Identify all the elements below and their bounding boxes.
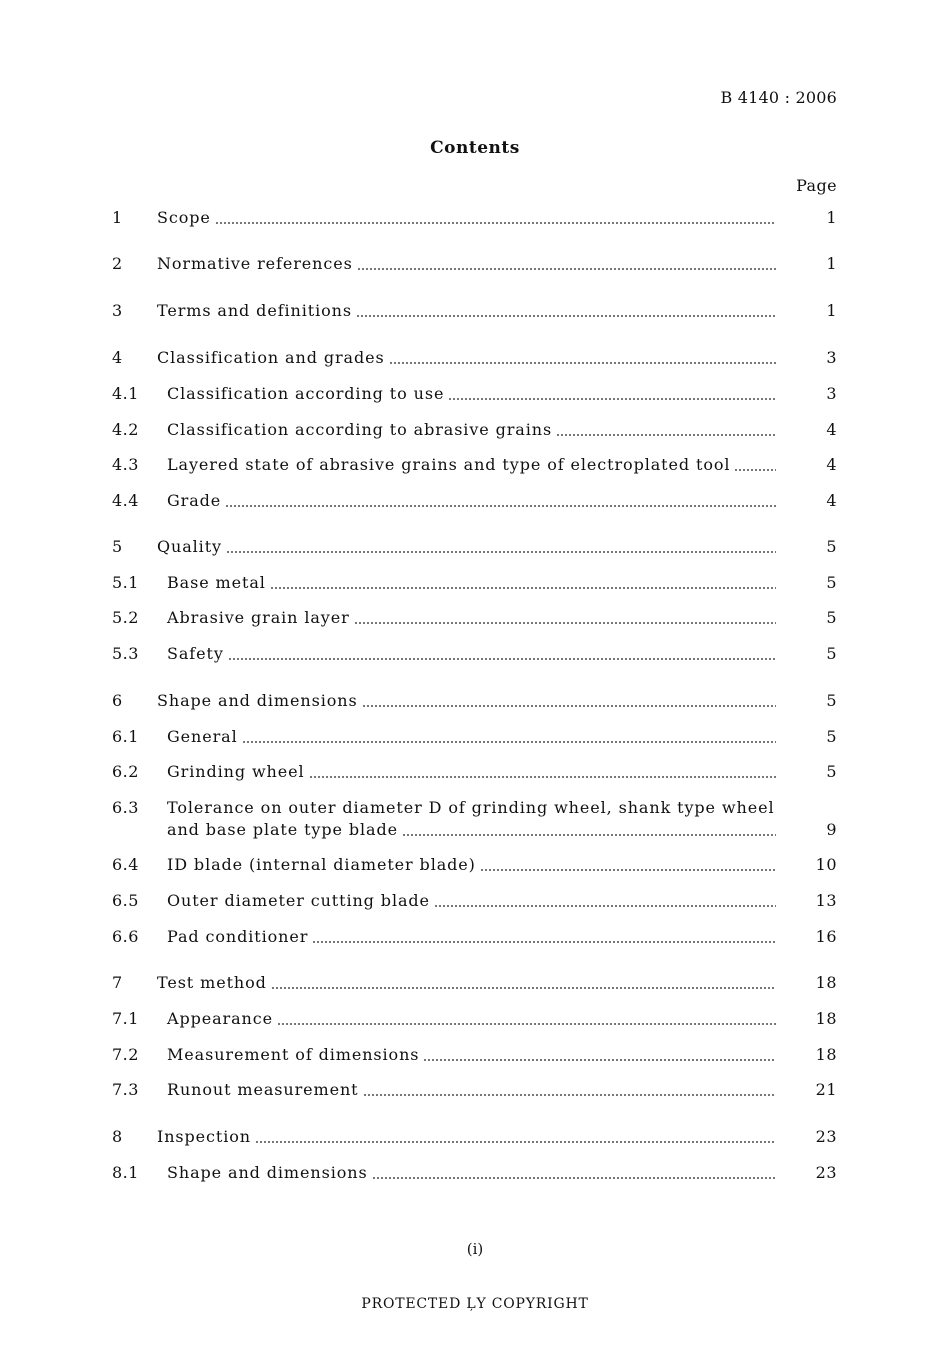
toc-entry-number: 6	[112, 691, 123, 710]
toc-entry-number: 7.3	[112, 1080, 139, 1099]
toc-entry-label: Safety	[167, 644, 224, 663]
toc-entry-number: 4.4	[112, 491, 139, 510]
toc-entry-page: 16	[815, 927, 837, 946]
toc-entry-page: 5	[826, 608, 837, 627]
toc-entry-page: 3	[826, 348, 837, 367]
toc-entry-label: Test method	[157, 973, 267, 992]
dot-leader	[215, 222, 776, 224]
toc-entry-label: Measurement of dimensions	[167, 1045, 420, 1064]
dot-leader	[734, 469, 776, 471]
dot-leader	[356, 315, 776, 317]
toc-entry-page: 23	[815, 1127, 837, 1146]
toc-entry-number: 7.1	[112, 1009, 139, 1028]
dot-leader	[242, 741, 776, 743]
toc-entry-label: Classification and grades	[157, 348, 385, 367]
toc-entry-label: Shape and dimensions	[157, 691, 358, 710]
dot-leader	[448, 398, 776, 400]
dot-leader	[362, 705, 776, 707]
dot-leader	[556, 434, 776, 436]
toc-entry-number: 2	[112, 254, 123, 273]
toc-entry-label: Pad conditioner	[167, 927, 309, 946]
toc-entry-label: Normative references	[157, 254, 353, 273]
dot-leader	[389, 362, 776, 364]
toc-entry-label: Inspection	[157, 1127, 251, 1146]
toc-entry-page: 23	[815, 1163, 837, 1182]
toc-entry-page: 18	[815, 1009, 837, 1028]
toc-entry-label: Layered state of abrasive grains and type of electroplated tool	[167, 455, 731, 474]
toc-entry-label: Scope	[157, 208, 211, 227]
dot-leader	[312, 941, 776, 943]
toc-entry-label: Base metal	[167, 573, 266, 592]
toc-entry-label: Classification according to abrasive grains	[167, 420, 553, 439]
dot-leader	[270, 587, 776, 589]
toc-entry-page: 4	[826, 455, 837, 474]
toc-entry-label-line1: Tolerance on outer diameter D of grinding wheel, shank type wheel	[167, 798, 775, 817]
toc-entry-label: Quality	[157, 537, 222, 556]
dot-leader	[225, 505, 776, 507]
toc-entry-page: 5	[826, 644, 837, 663]
toc-entry-label: Terms and definitions	[157, 301, 352, 320]
dot-leader	[402, 834, 776, 836]
toc-entry-label: Appearance	[167, 1009, 273, 1028]
toc-entry-number: 6.3	[112, 798, 139, 817]
toc-entry-label: Outer diameter cutting blade	[167, 891, 430, 910]
toc-entry-number: 5	[112, 537, 123, 556]
toc-entry-page: 9	[826, 820, 837, 839]
toc-entry-page: 4	[826, 420, 837, 439]
toc-entry-number: 4	[112, 348, 123, 367]
toc-entry-number: 7	[112, 973, 123, 992]
toc-entry-number: 4.1	[112, 384, 139, 403]
toc-entry-label: Shape and dimensions	[167, 1163, 368, 1182]
toc-entry-page: 5	[826, 727, 837, 746]
toc-entry-page: 21	[815, 1080, 837, 1099]
toc-entry-number: 6.4	[112, 855, 139, 874]
toc-entry-number: 5.3	[112, 644, 139, 663]
toc-entry-number: 5.2	[112, 608, 139, 627]
dot-leader	[226, 551, 776, 553]
dot-leader	[480, 869, 776, 871]
toc-entry[interactable]	[0, 797, 950, 841]
toc-entry-number: 4.3	[112, 455, 139, 474]
toc-entry-page: 5	[826, 537, 837, 556]
dot-leader	[228, 658, 776, 660]
dot-leader	[372, 1177, 776, 1179]
toc-entry-number: 4.2	[112, 420, 139, 439]
toc-entry-label: and base plate type blade	[167, 820, 398, 839]
toc-entry-page: 13	[815, 891, 837, 910]
toc-entry-number: 6.2	[112, 762, 139, 781]
toc-entry-page: 3	[826, 384, 837, 403]
dot-leader	[357, 268, 776, 270]
toc-entry-number: 6.1	[112, 727, 139, 746]
footer-page-number: (i)	[466, 1240, 484, 1258]
toc-entry-number: 7.2	[112, 1045, 139, 1064]
toc-entry-number: 1	[112, 208, 123, 227]
dot-leader	[255, 1141, 776, 1143]
dot-leader	[423, 1059, 776, 1061]
toc-entry-number: 3	[112, 301, 123, 320]
toc-entry-label: General	[167, 727, 238, 746]
toc-entry-label: Grinding wheel	[167, 762, 305, 781]
toc-entry-label: Runout measurement	[167, 1080, 359, 1099]
toc-entry-page: 18	[815, 1045, 837, 1064]
toc-entry-number: 8.1	[112, 1163, 139, 1182]
dot-leader	[277, 1023, 776, 1025]
page-title: Contents	[430, 138, 520, 158]
dot-leader	[363, 1094, 777, 1096]
toc-entry-number: 5.1	[112, 573, 139, 592]
dot-leader	[354, 622, 776, 624]
dot-leader	[309, 776, 777, 778]
page-column-label: Page	[796, 176, 837, 195]
toc-entry-page: 4	[826, 491, 837, 510]
toc-entry-number: 8	[112, 1127, 123, 1146]
toc-entry-label: Grade	[167, 491, 222, 510]
toc-entry-number: 6.6	[112, 927, 139, 946]
toc-entry-page: 5	[826, 573, 837, 592]
toc-entry-page: 5	[826, 691, 837, 710]
toc-entry-label: Abrasive grain layer	[167, 608, 350, 627]
toc-entry-page: 1	[826, 254, 837, 273]
dot-leader	[434, 905, 776, 907]
dot-leader	[271, 987, 776, 989]
toc-entry-label: Classification according to use	[167, 384, 445, 403]
toc-entry-page: 18	[815, 973, 837, 992]
toc-entry-page: 1	[826, 301, 837, 320]
toc-entry-page: 5	[826, 762, 837, 781]
document-id: B 4140 : 2006	[720, 88, 837, 107]
copyright-notice: PROTECTED ĻY COPYRIGHT	[361, 1296, 589, 1312]
toc-entry-page: 10	[815, 855, 837, 874]
toc-entry-label: ID blade (internal diameter blade)	[167, 855, 476, 874]
toc-entry-number: 6.5	[112, 891, 139, 910]
toc-entry-page: 1	[826, 208, 837, 227]
